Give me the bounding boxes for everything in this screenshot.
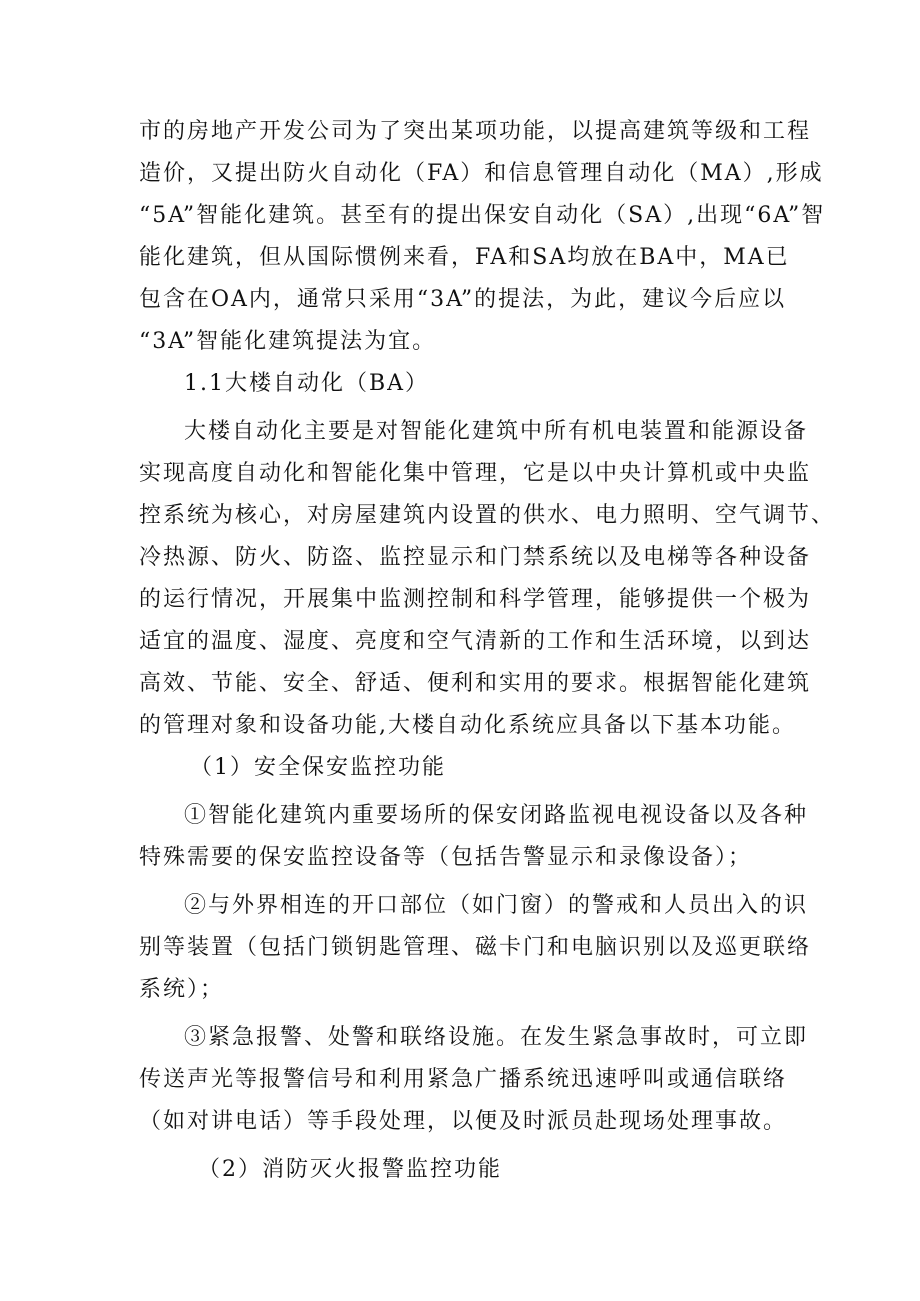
paragraph-line: 的管理对象和设备功能,大楼自动化系统应具备以下基本功能。: [139, 713, 796, 738]
paragraph-line: 大楼自动化主要是对智能化建筑中所有机电装置和能源设备: [184, 419, 809, 444]
paragraph-line: 市的房地产开发公司为了突出某项功能，以提高建筑等级和工程: [139, 119, 812, 144]
list-item-line: 传送声光等报警信号和利用紧急广播系统迅速呼叫或通信联络: [139, 1067, 788, 1092]
paragraph-line: 包含在OA内，通常只采用“3A”的提法，为此，建议今后应以: [139, 287, 787, 312]
item-heading-1: （1）安全保安监控功能: [190, 755, 446, 780]
item-heading-2: （2）消防灭火报警监控功能: [198, 1157, 502, 1182]
section-heading-1-1: 1.1大楼自动化（BA）: [184, 371, 430, 396]
paragraph-line: “3A”智能化建筑提法为宜。: [139, 329, 437, 354]
list-item-line: ③紧急报警、处警和联络设施。在发生紧急事故时，可立即: [184, 1025, 809, 1050]
paragraph-line: 冷热源、防火、防盗、监控显示和门禁系统以及电梯等各种设备: [139, 545, 812, 570]
list-item-line: （如对讲电话）等手段处理，以便及时派员赴现场处理事故。: [139, 1109, 788, 1134]
paragraph-line: 高效、节能、安全、舒适、便利和实用的要求。根据智能化建筑: [139, 671, 812, 696]
paragraph-line: 的运行情况，开展集中监测控制和科学管理，能够提供一个极为: [139, 587, 812, 612]
paragraph-line: 能化建筑，但从国际惯例来看，FA和SA均放在BA中，MA已: [139, 245, 790, 270]
list-item-line: 系统）；: [139, 977, 225, 1002]
paragraph-line: 适宜的温度、湿度、亮度和空气清新的工作和生活环境，以到达: [139, 629, 812, 654]
list-item-line: ①智能化建筑内重要场所的保安闭路监视电视设备以及各种: [184, 803, 809, 828]
paragraph-line: 控系统为核心，对房屋建筑内设置的供水、电力照明、空气调节、: [139, 503, 836, 528]
list-item-line: ②与外界相连的开口部位（如门窗）的警戒和人员出入的识: [184, 893, 809, 918]
paragraph-line: 造价，又提出防火自动化（FA）和信息管理自动化（MA）,形成: [139, 161, 824, 186]
list-item-line: 别等装置（包括门锁钥匙管理、磁卡门和电脑识别以及巡更联络: [139, 935, 812, 960]
list-item-line: 特殊需要的保安监控设备等（包括告警显示和录像设备）；: [139, 845, 753, 870]
paragraph-line: “5A”智能化建筑。甚至有的提出保安自动化（SA）,出现“6A”智: [139, 203, 826, 228]
paragraph-line: 实现高度自动化和智能化集中管理，它是以中央计算机或中央监: [139, 461, 812, 486]
